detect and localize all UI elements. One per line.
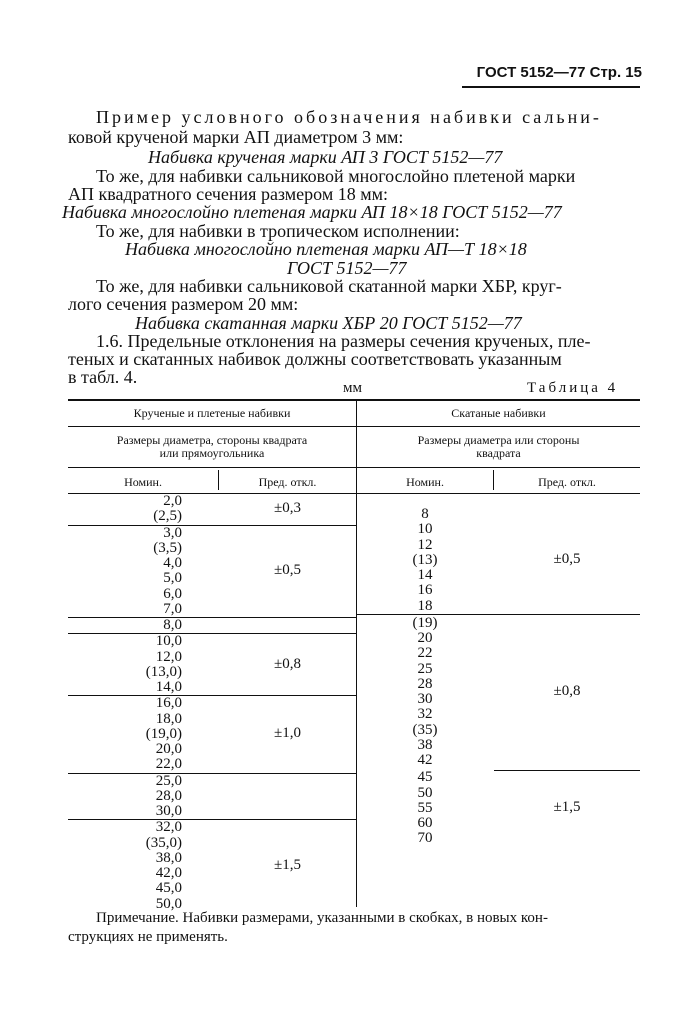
paragraph-line: То же, для набивки сальниковой многослойно плетеной марки (96, 166, 576, 186)
nominal-value: 28 (417, 675, 433, 692)
nominal-value: 20,0 (155, 741, 182, 757)
nominal-value: 8,0 (163, 617, 182, 633)
deviation-value: ±1,0 (274, 725, 301, 742)
column-header: Пред. откл. (538, 475, 596, 489)
example-designation: Набивка многослойно плетеная марки АП 18×18 ГОСТ 5152—77 (62, 202, 562, 222)
paragraph-line: в табл. 4. (68, 367, 138, 387)
table-rule (68, 467, 640, 468)
column-header: Номин. (406, 475, 444, 489)
deviation-value: ±0,3 (274, 500, 301, 517)
group-rule (494, 770, 640, 771)
nominal-value: 45 (417, 769, 433, 786)
nominal-value: 5,0 (163, 570, 182, 587)
nominal-value: 42 (417, 752, 433, 768)
nominal-value: 25 (417, 660, 433, 677)
paragraph-line: То же, для набивки в тропическом исполнении: (96, 221, 460, 241)
paragraph-line: АП квадратного сечения размером 18 мм: (68, 184, 389, 204)
nominal-value: (3,5) (153, 539, 182, 556)
nominal-value: 25,0 (155, 772, 182, 789)
deviation-value: ±0,5 (553, 551, 581, 568)
nominal-value: (19) (412, 614, 438, 631)
example-designation: Набивка многослойно плетеная марки АП—Т 18×18 (125, 239, 527, 259)
nominal-value: 28,0 (155, 787, 182, 804)
deviation-value: ±0,8 (274, 655, 301, 672)
example-designation: Набивка скатанная марки ХБР 20 ГОСТ 5152—77 (135, 313, 522, 333)
group-header-left: Крученые и плетеные набивки (133, 406, 291, 420)
nominal-value: (35,0) (145, 834, 182, 851)
table-note: струкциях не применять. (68, 929, 228, 945)
nominal-value: (13) (412, 551, 438, 568)
paragraph-line: Пример условного обозначения набивки сальни- (96, 107, 602, 127)
paragraph-line: ковой крученой марки АП диаметром 3 мм: (68, 127, 404, 147)
nominal-value: (13,0) (145, 663, 182, 680)
nominal-value: 50,0 (155, 895, 182, 912)
nominal-value: 32 (417, 706, 433, 723)
nominal-value: 16,0 (155, 695, 182, 712)
group-rule (357, 614, 640, 615)
nominal-value: 18,0 (155, 710, 182, 727)
nominal-value: 42,0 (155, 865, 182, 881)
nominal-value: 7,0 (163, 600, 182, 617)
nominal-value: 18 (417, 597, 433, 614)
nominal-value: 10 (417, 521, 433, 538)
sub-header-left: Размеры диаметра, стороны квадрата (116, 433, 308, 447)
nominal-value: 20 (417, 630, 433, 646)
table-caption: Таблица 4 (527, 380, 619, 396)
nominal-value: 16 (417, 582, 433, 599)
header-rule (462, 86, 640, 88)
nominal-value: 70 (417, 830, 433, 847)
nominal-value: 14,0 (155, 679, 182, 695)
paragraph-line: То же, для набивки сальниковой скатанной марки ХБР, круг- (96, 276, 562, 296)
nominal-value: 50 (417, 784, 433, 801)
nominal-value: 30,0 (155, 803, 182, 819)
deviation-value: ±0,5 (274, 562, 301, 579)
nominal-value: (35) (412, 721, 438, 738)
nominal-value: 4,0 (163, 555, 182, 571)
page-header: ГОСТ 5152—77 Стр. 15 (476, 64, 642, 81)
nominal-value: 22,0 (155, 756, 182, 773)
paragraph-line: 1.6. Предельные отклонения на размеры сечения крученых, пле- (96, 331, 591, 351)
deviation-value: ±1,5 (274, 857, 301, 873)
example-designation: Набивка крученая марки АП 3 ГОСТ 5152—77 (148, 147, 503, 167)
nominal-value: 12 (417, 536, 433, 553)
nominal-value: (2,5) (153, 508, 182, 525)
nominal-value: (19,0) (145, 725, 182, 742)
example-designation: ГОСТ 5152—77 (287, 258, 407, 278)
nominal-value: 2,0 (163, 493, 182, 509)
nominal-value: 32,0 (155, 819, 182, 836)
nominal-value: 22 (417, 645, 433, 662)
sub-header-right: квадрата (476, 446, 521, 460)
sub-header-right: Размеры диаметра или стороны (417, 433, 580, 447)
nominal-value: 38,0 (155, 849, 182, 866)
table-top-rule (68, 399, 640, 401)
nominal-value: 6,0 (163, 585, 182, 602)
nominal-value: 30 (417, 691, 433, 707)
deviation-value: ±0,8 (553, 683, 581, 699)
paragraph-line: лого сечения размером 20 мм: (68, 294, 299, 314)
nominal-value: 3,0 (163, 524, 182, 541)
nominal-value: 8 (421, 506, 429, 522)
nominal-value: 45,0 (155, 880, 182, 897)
column-header: Номин. (124, 475, 162, 489)
deviation-value: ±1,5 (553, 799, 581, 816)
sub-header-left: или прямоугольника (159, 446, 265, 460)
table-note: Примечание. Набивки размерами, указанными в скобках, в новых кон- (96, 910, 548, 926)
group-header-right: Скатаные набивки (451, 406, 546, 420)
paragraph-line: теных и скатанных набивок должны соответствовать указанным (68, 349, 562, 369)
nominal-value: 14 (417, 567, 433, 583)
nominal-value: 38 (417, 736, 433, 753)
table-unit: мм (343, 380, 362, 396)
nominal-value: 12,0 (155, 648, 182, 665)
nominal-value: 60 (417, 815, 433, 831)
column-header: Пред. откл. (258, 475, 317, 489)
nominal-value: 55 (417, 799, 433, 816)
nominal-value: 10,0 (155, 633, 182, 650)
table-rule (68, 426, 640, 427)
